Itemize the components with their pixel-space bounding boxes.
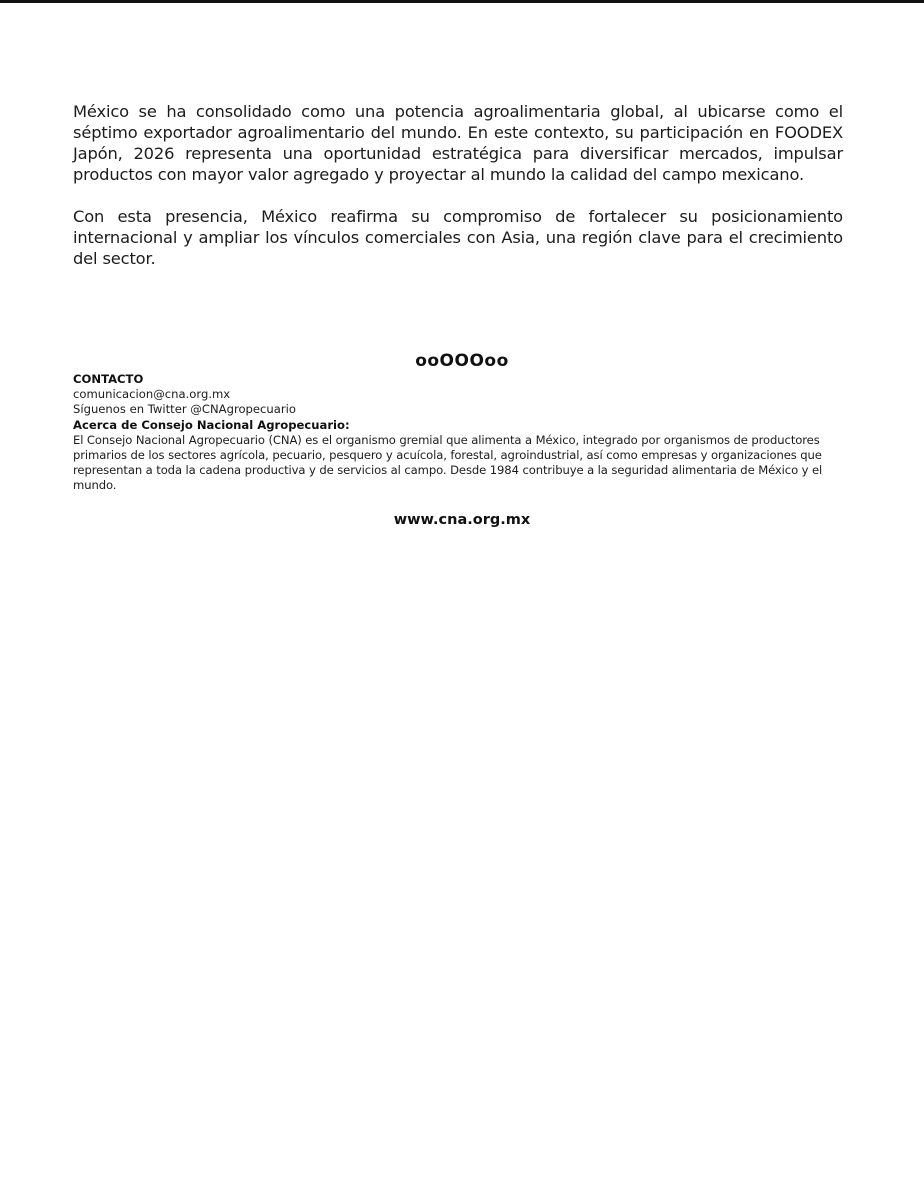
press-release-body: [73, 101, 843, 269]
contact-heading: CONTACTO: [73, 372, 144, 386]
about-text: El Consejo Nacional Agropecuario (CNA) es el organismo gremial que alimenta a México, integrado por organismos de productores primarios de los sectores agrícola, pecuario, pesquero y acuícola, forestal, agroindustrial, así como empresas y organizaciones que representan a toda la cadena productiva y de servicios al campo. Desde 1984 contribuye a la seguridad alimentaria de México y el mundo.: [73, 432, 823, 493]
website-link[interactable]: www.cna.org.mx: [393, 512, 531, 528]
contact-email-link[interactable]: comunicacion@cna.org.mx: [73, 387, 231, 402]
top-border-rule: [0, 0, 924, 3]
body-paragraph-2: Con esta presencia, México reafirma su compromiso de fortalecer su posicionamiento internacional y ampliar los vínculos comerciales con Asia, una región clave para el crecimiento del sector.: [73, 207, 843, 268]
contact-twitter: Síguenos en Twitter @CNAgropecuario: [73, 402, 296, 417]
about-heading: Acerca de Consejo Nacional Agropecuario:: [73, 417, 350, 432]
contact-block: [73, 372, 843, 494]
section-separator: ooOOOoo: [415, 351, 509, 371]
body-paragraph-1: México se ha consolidado como una potencia agroalimentaria global, al ubicarse como el séptimo exportador agroalimentario del mundo. En este contexto, su participación en FOODEX Japón, 2026 representa una oportunidad estratégica para diversificar mercados, impulsar productos con mayor valor agregado y proyectar al mundo la calidad del campo mexicano.: [73, 102, 843, 184]
